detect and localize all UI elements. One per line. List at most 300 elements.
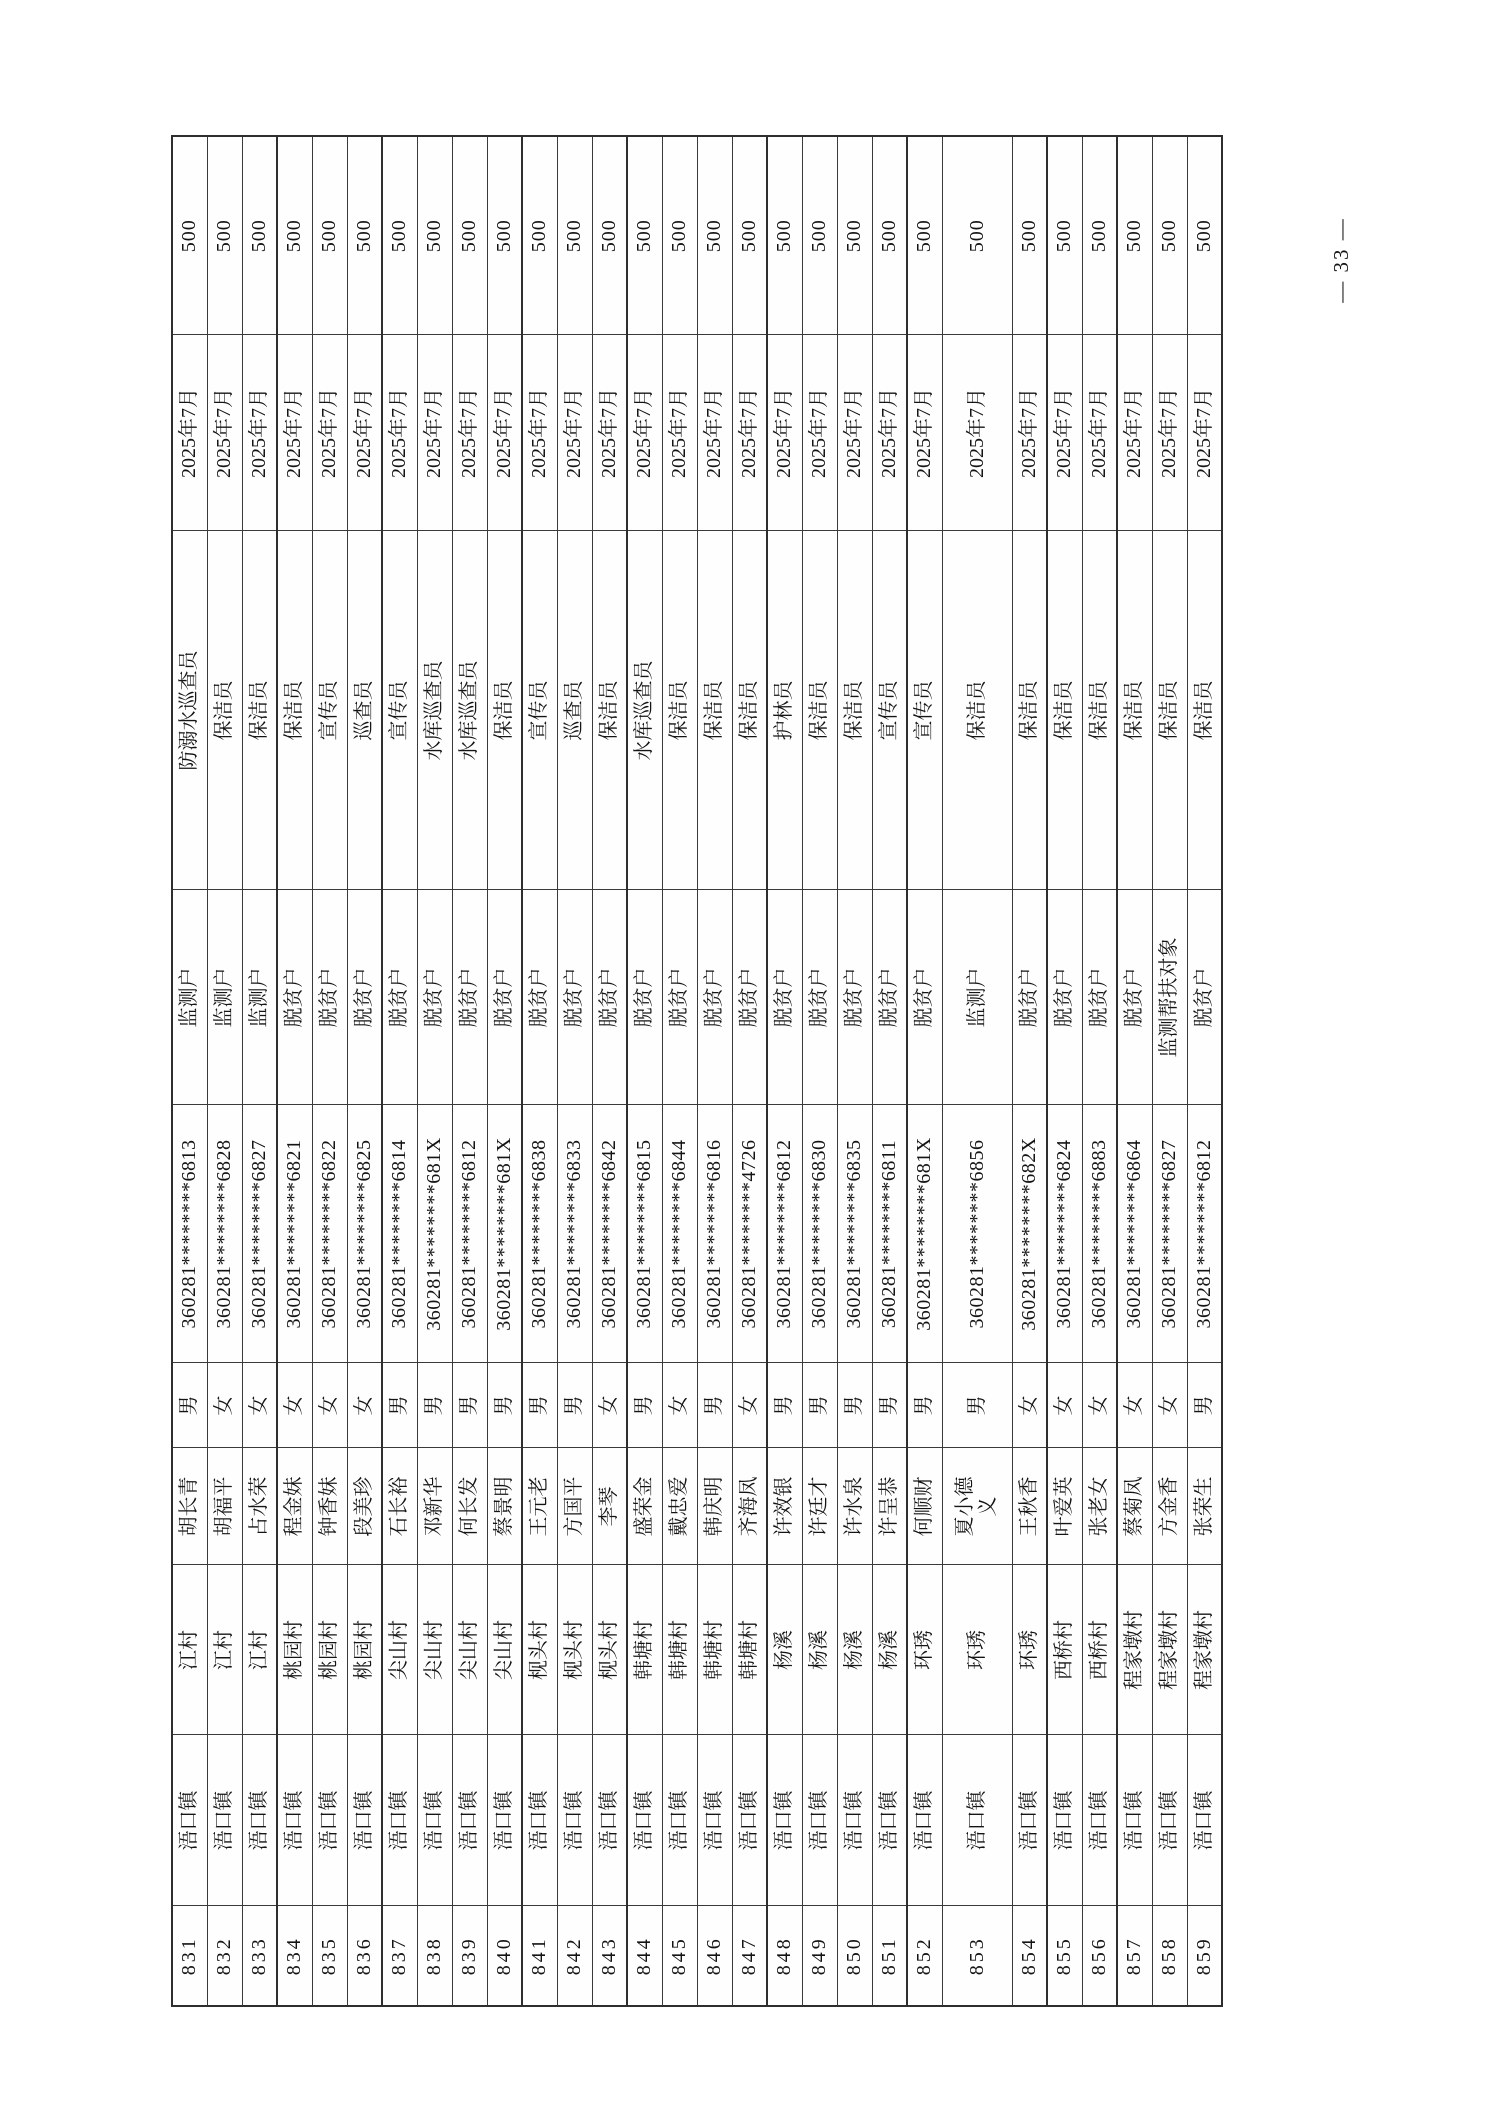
cell-name [277, 1448, 312, 1565]
cell-no [1117, 1906, 1152, 2006]
cell-gender [592, 1363, 627, 1448]
cell-month [697, 335, 732, 531]
cell-name [242, 1448, 277, 1565]
cell-category [942, 890, 1012, 1105]
cell-text: 韩塘村 [703, 1620, 725, 1680]
cell-text: 尖山村 [492, 1620, 515, 1680]
table-row [697, 136, 732, 2006]
cell-no [732, 1906, 767, 2006]
cell-id-number [452, 1105, 487, 1363]
cell-text: 保洁员 [1123, 680, 1146, 741]
cell-town [697, 1735, 732, 1906]
cell-text: 监测户 [247, 967, 270, 1028]
cell-text: 女 [318, 1395, 340, 1416]
cell-text: 枧头村 [597, 1620, 620, 1680]
cell-text: 360281********681X [492, 1137, 515, 1331]
table-row [767, 136, 802, 2006]
cell-text: 2025年7月 [737, 388, 760, 478]
cell-post [592, 531, 627, 890]
cell-month [1187, 335, 1222, 531]
cell-text: 张荣生 [1192, 1476, 1215, 1537]
cell-amount [732, 136, 767, 335]
cell-category [382, 890, 417, 1105]
cell-text: 女 [213, 1395, 235, 1416]
cell-post [1117, 531, 1152, 890]
cell-no [347, 1906, 382, 2006]
cell-text: 脱贫户 [808, 967, 830, 1028]
table-row [242, 136, 277, 2006]
cell-text: 韩塘村 [668, 1620, 690, 1680]
cell-text: 保洁员 [668, 680, 690, 741]
cell-id-number [417, 1105, 452, 1363]
cell-town [417, 1735, 452, 1906]
cell-post [277, 531, 312, 890]
cell-text: 男 [178, 1395, 201, 1416]
cell-text: 尖山村 [458, 1620, 480, 1680]
cell-text: 浯口镇 [352, 1790, 375, 1851]
cell-text: 脱贫户 [528, 967, 551, 1028]
cell-text: 脱贫户 [1053, 967, 1076, 1028]
cell-post [557, 531, 592, 890]
cell-text: 桃园村 [318, 1620, 340, 1680]
cell-id-number [872, 1105, 907, 1363]
cell-month [942, 335, 1012, 531]
cell-town [1152, 1735, 1187, 1906]
cell-text: 500 [668, 219, 690, 253]
cell-id-number [732, 1105, 767, 1363]
cell-text: 水库巡查员 [458, 660, 480, 761]
cell-text: 500 [703, 219, 725, 253]
cell-text: 浯口镇 [1017, 1790, 1040, 1851]
cell-text: 浯口镇 [318, 1790, 340, 1851]
cell-text: 巡查员 [563, 680, 585, 741]
cell-text: 500 [352, 219, 375, 253]
cell-text: 监测帮扶对象 [1158, 937, 1180, 1058]
cell-text: 855 [1053, 1936, 1076, 1976]
cell-month [312, 335, 347, 531]
cell-gender [942, 1363, 1012, 1448]
cell-name [872, 1448, 907, 1565]
cell-town [172, 1735, 207, 1906]
cell-town [1047, 1735, 1082, 1906]
cell-text: 500 [1158, 219, 1180, 253]
table-row [207, 136, 242, 2006]
cell-village [417, 1565, 452, 1735]
cell-post [942, 531, 1012, 890]
cell-text: 856 [1087, 1936, 1110, 1976]
cell-village [557, 1565, 592, 1735]
cell-id-number [1012, 1105, 1047, 1363]
cell-name [837, 1448, 872, 1565]
cell-text: 程家墩村 [1192, 1610, 1215, 1690]
cell-post [417, 531, 452, 890]
cell-gender [662, 1363, 697, 1448]
cell-amount [1082, 136, 1117, 335]
cell-text: 脱贫户 [1192, 967, 1215, 1028]
cell-village [1012, 1565, 1047, 1735]
cell-text: 2025年7月 [808, 388, 830, 478]
cell-text: 500 [283, 219, 306, 253]
cell-name [1152, 1448, 1187, 1565]
cell-text: 360281********682X [1017, 1137, 1040, 1331]
cell-text: 女 [668, 1395, 690, 1416]
cell-text: 831 [178, 1936, 201, 1976]
cell-id-number [1152, 1105, 1187, 1363]
cell-town [592, 1735, 627, 1906]
cell-town [557, 1735, 592, 1906]
table-row [907, 136, 942, 2006]
cell-text: 环琇 [913, 1630, 936, 1670]
cell-month [347, 335, 382, 531]
cell-amount [1012, 136, 1047, 335]
cell-text: 2025年7月 [458, 388, 480, 478]
cell-text: 360281********6856 [965, 1139, 988, 1329]
cell-month [1152, 335, 1187, 531]
cell-post [1152, 531, 1187, 890]
cell-gender [242, 1363, 277, 1448]
cell-category [452, 890, 487, 1105]
cell-amount [627, 136, 662, 335]
cell-month [382, 335, 417, 531]
cell-month [767, 335, 802, 531]
cell-text: 女 [1158, 1395, 1180, 1416]
cell-village [837, 1565, 872, 1735]
cell-amount [242, 136, 277, 335]
cell-post [1012, 531, 1047, 890]
cell-text: 男 [492, 1395, 515, 1416]
cell-no [592, 1906, 627, 2006]
cell-text: 834 [283, 1936, 306, 1976]
cell-text: 浯口镇 [283, 1790, 306, 1851]
cell-category [697, 890, 732, 1105]
cell-text: 段美珍 [352, 1476, 375, 1537]
cell-text: 500 [213, 219, 235, 253]
cell-amount [662, 136, 697, 335]
cell-name [627, 1448, 662, 1565]
cell-post [837, 531, 872, 890]
cell-text: 尖山村 [423, 1620, 445, 1680]
cell-id-number [837, 1105, 872, 1363]
cell-post [1082, 531, 1117, 890]
cell-amount [172, 136, 207, 335]
cell-text: 844 [633, 1936, 656, 1976]
table-row [1082, 136, 1117, 2006]
cell-village [1152, 1565, 1187, 1735]
table-body [172, 136, 1222, 2006]
cell-text: 环琇 [965, 1630, 988, 1670]
cell-text: 保洁员 [965, 680, 988, 741]
cell-text: 839 [458, 1936, 480, 1976]
cell-text: 尖山村 [388, 1620, 411, 1680]
cell-text: 浯口镇 [492, 1790, 515, 1851]
cell-text: 男 [965, 1395, 988, 1416]
cell-month [802, 335, 837, 531]
cell-text: 西桥村 [1053, 1620, 1076, 1680]
cell-text: 杨溪 [773, 1630, 796, 1670]
cell-id-number [207, 1105, 242, 1363]
cell-text: 浯口镇 [808, 1790, 830, 1851]
cell-text: 脱贫户 [423, 967, 445, 1028]
cell-text: 2025年7月 [247, 388, 270, 478]
cell-text: 852 [913, 1936, 936, 1976]
cell-text: 500 [563, 219, 585, 253]
cell-amount [522, 136, 557, 335]
cell-text: 许廷才 [808, 1476, 830, 1537]
cell-text: 浯口镇 [563, 1790, 585, 1851]
cell-month [1082, 335, 1117, 531]
cell-no [837, 1906, 872, 2006]
cell-text: 500 [808, 219, 830, 253]
cell-gender [767, 1363, 802, 1448]
cell-text: 360281********6838 [528, 1139, 551, 1329]
cell-id-number [592, 1105, 627, 1363]
cell-no [767, 1906, 802, 2006]
cell-month [242, 335, 277, 531]
cell-text: 841 [528, 1936, 551, 1976]
cell-month [837, 335, 872, 531]
cell-name [417, 1448, 452, 1565]
cell-post [1047, 531, 1082, 890]
table-row [382, 136, 417, 2006]
cell-text: 360281********6844 [668, 1139, 690, 1329]
cell-month [627, 335, 662, 531]
cell-text: 杨溪 [843, 1630, 865, 1670]
cell-text: 500 [1192, 219, 1215, 253]
cell-name [732, 1448, 767, 1565]
cell-text: 500 [1017, 219, 1040, 253]
cell-town [1117, 1735, 1152, 1906]
cell-text: 2025年7月 [877, 388, 900, 478]
cell-text: 脱贫户 [352, 967, 375, 1028]
cell-post [242, 531, 277, 890]
cell-text: 浯口镇 [178, 1790, 201, 1851]
cell-text: 男 [563, 1395, 585, 1416]
cell-town [837, 1735, 872, 1906]
cell-text: 2025年7月 [563, 388, 585, 478]
cell-text: 桃园村 [352, 1620, 375, 1680]
cell-name [767, 1448, 802, 1565]
cell-text: 保洁员 [808, 680, 830, 741]
cell-text: 宣传员 [528, 680, 551, 741]
cell-text: 851 [877, 1936, 900, 1976]
cell-text: 500 [528, 219, 551, 253]
cell-text: 360281********681X [913, 1137, 936, 1331]
cell-text: 2025年7月 [213, 388, 235, 478]
cell-no [802, 1906, 837, 2006]
cell-text: 保洁员 [597, 680, 620, 741]
cell-month [592, 335, 627, 531]
cell-category [1117, 890, 1152, 1105]
cell-village [662, 1565, 697, 1735]
cell-text: 监测户 [965, 967, 988, 1028]
cell-text: 戴忠爱 [668, 1476, 690, 1537]
cell-text: 程家墩村 [1158, 1610, 1180, 1690]
cell-post [452, 531, 487, 890]
cell-village [627, 1565, 662, 1735]
cell-month [1012, 335, 1047, 531]
cell-text: 水库巡查员 [633, 660, 656, 761]
cell-text: 脱贫户 [388, 967, 411, 1028]
cell-text: 韩塘村 [737, 1620, 760, 1680]
cell-gender [627, 1363, 662, 1448]
cell-text: 360281********6830 [808, 1139, 830, 1329]
cell-text: 360281********6816 [703, 1139, 725, 1329]
table-row [557, 136, 592, 2006]
cell-text: 837 [388, 1936, 411, 1976]
cell-text: 浯口镇 [877, 1790, 900, 1851]
cell-text: 保洁员 [492, 680, 515, 741]
cell-amount [872, 136, 907, 335]
cell-village [242, 1565, 277, 1735]
cell-text: 许呈恭 [877, 1476, 900, 1537]
cell-text: 脱贫户 [633, 967, 656, 1028]
cell-no [942, 1906, 1012, 2006]
cell-amount [697, 136, 732, 335]
cell-text: 360281********6864 [1123, 1139, 1146, 1329]
cell-no [277, 1906, 312, 2006]
cell-text: 宣传员 [913, 680, 936, 741]
cell-text: 方金香 [1158, 1476, 1180, 1537]
cell-text: 2025年7月 [773, 388, 796, 478]
cell-text: 女 [1053, 1395, 1076, 1416]
table-row [1117, 136, 1152, 2006]
cell-gender [732, 1363, 767, 1448]
cell-text: 500 [388, 219, 411, 253]
cell-text: 360281********6825 [352, 1139, 375, 1329]
cell-post [907, 531, 942, 890]
cell-name [907, 1448, 942, 1565]
cell-text: 浯口镇 [1158, 1790, 1180, 1851]
cell-gender [872, 1363, 907, 1448]
cell-text: 保洁员 [1053, 680, 1076, 741]
cell-text: 500 [1087, 219, 1110, 253]
cell-category [207, 890, 242, 1105]
cell-text: 360281********6812 [1192, 1139, 1215, 1329]
cell-text: 脱贫户 [1087, 967, 1110, 1028]
cell-text: 脱贫户 [318, 967, 340, 1028]
cell-text: 2025年7月 [703, 388, 725, 478]
cell-month [732, 335, 767, 531]
cell-text: 360281********6814 [388, 1139, 411, 1329]
cell-text: 835 [318, 1936, 340, 1976]
table-row [417, 136, 452, 2006]
cell-village [207, 1565, 242, 1735]
cell-no [907, 1906, 942, 2006]
cell-text: 2025年7月 [492, 388, 515, 478]
cell-text: 监测户 [178, 967, 201, 1028]
cell-text: 许水泉 [843, 1476, 865, 1537]
cell-text: 浯口镇 [213, 1790, 235, 1851]
cell-id-number [172, 1105, 207, 1363]
cell-text: 360281********6812 [773, 1139, 796, 1329]
cell-text: 858 [1158, 1936, 1180, 1976]
cell-village [697, 1565, 732, 1735]
cell-text: 叶爱英 [1053, 1476, 1076, 1537]
cell-text: 360281********6824 [1053, 1139, 1076, 1329]
cell-text: 360281********6815 [633, 1139, 656, 1329]
cell-text: 杨溪 [877, 1630, 900, 1670]
cell-text: 845 [668, 1936, 690, 1976]
cell-text: 脱贫户 [877, 967, 900, 1028]
cell-category [277, 890, 312, 1105]
cell-text: 男 [388, 1395, 411, 1416]
cell-text: 脱贫户 [1017, 967, 1040, 1028]
cell-text: 360281********4726 [737, 1139, 760, 1329]
table-row [592, 136, 627, 2006]
cell-text: 保洁员 [843, 680, 865, 741]
cell-town [1012, 1735, 1047, 1906]
cell-gender [487, 1363, 522, 1448]
cell-name [522, 1448, 557, 1565]
cell-text: 2025年7月 [318, 388, 340, 478]
cell-text: 齐海凤 [737, 1476, 760, 1537]
cell-text: 男 [633, 1395, 656, 1416]
cell-text: 男 [843, 1395, 865, 1416]
cell-village [942, 1565, 1012, 1735]
cell-text: 832 [213, 1936, 235, 1976]
cell-text: 2025年7月 [913, 388, 936, 478]
cell-text: 500 [1053, 219, 1076, 253]
cell-text: 女 [1123, 1395, 1146, 1416]
cell-id-number [487, 1105, 522, 1363]
cell-amount [942, 136, 1012, 335]
cell-town [207, 1735, 242, 1906]
cell-category [907, 890, 942, 1105]
cell-text: 脱贫户 [1123, 967, 1146, 1028]
cell-amount [907, 136, 942, 335]
cell-text: 男 [703, 1395, 725, 1416]
cell-category [242, 890, 277, 1105]
cell-name [592, 1448, 627, 1565]
cell-text: 842 [563, 1936, 585, 1976]
cell-text: 杨溪 [808, 1630, 830, 1670]
cell-gender [452, 1363, 487, 1448]
cell-month [1047, 335, 1082, 531]
cell-text: 360281********6822 [318, 1139, 340, 1329]
cell-text: 浯口镇 [703, 1790, 725, 1851]
rotated-table-container [171, 137, 1227, 2007]
cell-gender [172, 1363, 207, 1448]
cell-name [1082, 1448, 1117, 1565]
cell-amount [1187, 136, 1222, 335]
cell-category [1187, 890, 1222, 1105]
cell-text: 何长发 [458, 1476, 480, 1537]
cell-town [1187, 1735, 1222, 1906]
cell-text: 枧头村 [563, 1620, 585, 1680]
cell-text: 占水荣 [247, 1476, 270, 1537]
cell-id-number [1117, 1105, 1152, 1363]
cell-text: 保洁员 [1087, 680, 1110, 741]
cell-text: 360281********6813 [178, 1139, 201, 1329]
cell-text: 2025年7月 [1192, 388, 1215, 478]
cell-text: 脱贫户 [283, 967, 306, 1028]
cell-text: 2025年7月 [388, 388, 411, 478]
cell-gender [1082, 1363, 1117, 1448]
cell-text: 浯口镇 [1087, 1790, 1110, 1851]
cell-no [242, 1906, 277, 2006]
cell-text: 500 [458, 219, 480, 253]
cell-category [522, 890, 557, 1105]
cell-text: 2025年7月 [178, 388, 201, 478]
cell-no [872, 1906, 907, 2006]
cell-no [1152, 1906, 1187, 2006]
cell-text: 女 [1087, 1395, 1110, 1416]
cell-id-number [1187, 1105, 1222, 1363]
cell-name [697, 1448, 732, 1565]
cell-amount [382, 136, 417, 335]
cell-text: 许效银 [773, 1476, 796, 1537]
cell-text: 江村 [247, 1630, 270, 1670]
